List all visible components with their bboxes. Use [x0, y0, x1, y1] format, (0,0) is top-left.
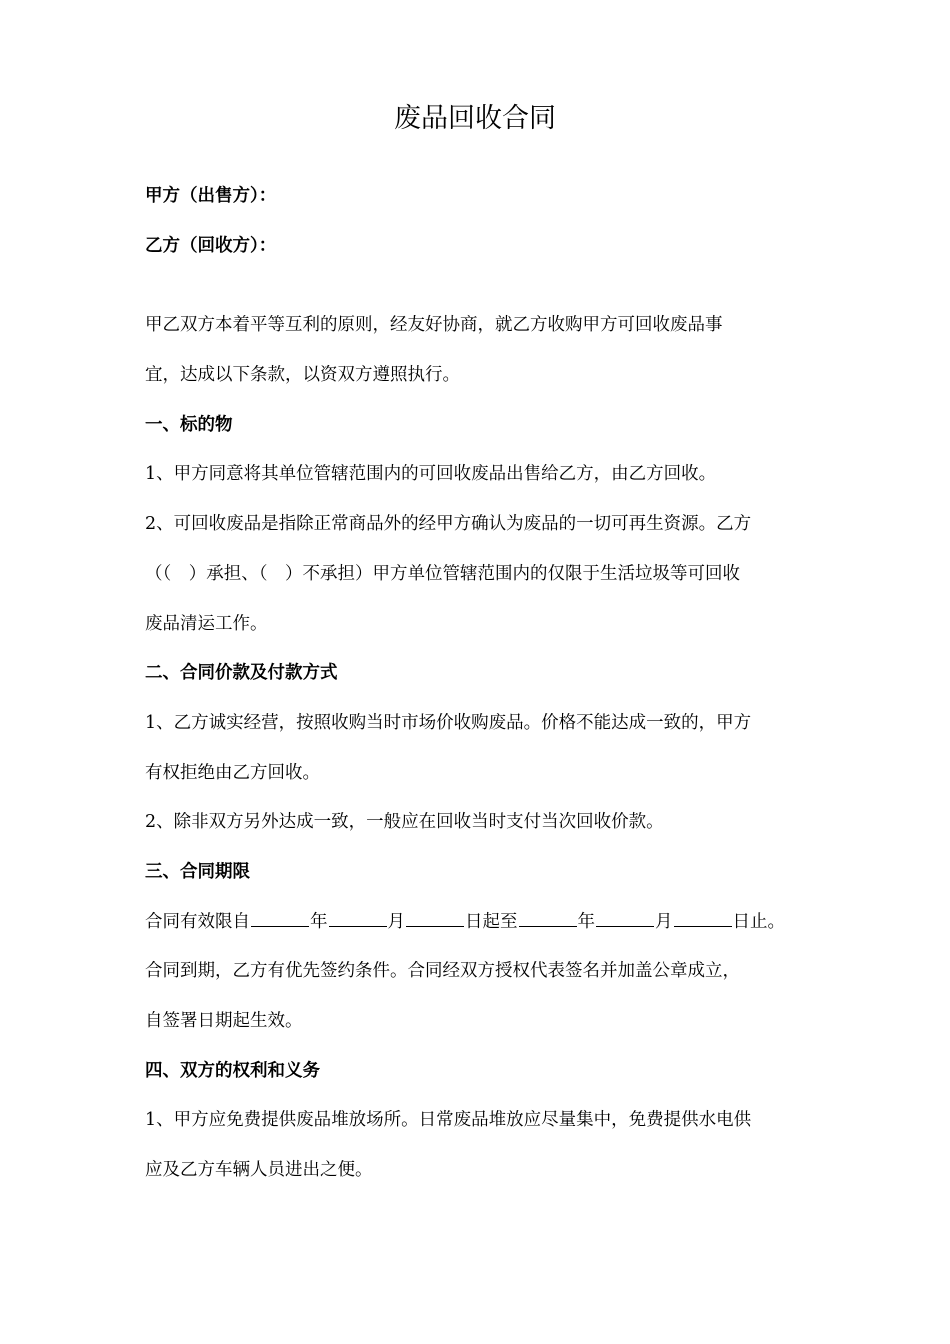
- section-3-line-3: 自签署日期起生效。: [145, 1011, 303, 1031]
- intro-line-1: 甲乙双方本着平等互利的原则，经友好协商，就乙方收购甲方可回收废品事: [145, 315, 723, 336]
- section-1-item-2-line-1: 2、可回收废品是指除正常商品外的经甲方确认为废品的一切可再生资源。乙方: [145, 514, 752, 535]
- section-1-item-1: 1、甲方同意将其单位管辖范围内的可回收废品出售给乙方，由乙方回收。: [145, 464, 717, 485]
- start-day-blank[interactable]: [406, 908, 464, 927]
- day-to-label: 日止。: [732, 911, 785, 932]
- section-4-item-1-line-2: 应及乙方车辆人员进出之便。: [145, 1160, 373, 1181]
- document-title: 废品回收合同: [394, 103, 556, 134]
- section-2-item-1-line-2: 有权拒绝由乙方回收。: [145, 762, 320, 783]
- party-b-label: 乙方（回收方）：: [145, 235, 277, 256]
- day-from-label: 日起至: [465, 911, 518, 932]
- section-1-heading: 一、标的物: [145, 414, 233, 435]
- end-year-blank[interactable]: [519, 908, 577, 927]
- section-2-heading: 二、合同价款及付款方式: [145, 663, 338, 684]
- intro-line-2: 宜，达成以下条款，以资双方遵照执行。: [145, 365, 460, 386]
- end-month-blank[interactable]: [596, 908, 654, 927]
- term-prefix: 合同有效限自: [145, 911, 250, 932]
- section-2-item-1-line-1: 1、乙方诚实经营，按照收购当时市场价收购废品。价格不能达成一致的，甲方: [145, 712, 752, 733]
- party-a-label: 甲方（出售方）：: [145, 186, 277, 206]
- section-2-item-2: 2、除非双方另外达成一致，一般应在回收当时支付当次回收价款。: [145, 812, 664, 833]
- section-4-heading: 四、双方的权利和义务: [145, 1060, 320, 1081]
- section-1-item-2-line-2: （（ ）承担、（ ）不承担）甲方单位管辖范围内的仅限于生活垃圾等可回收: [145, 563, 740, 584]
- end-day-blank[interactable]: [674, 908, 732, 927]
- year-label: 年: [310, 911, 328, 932]
- spacer: [145, 271, 807, 301]
- year-label: 年: [577, 911, 595, 932]
- start-month-blank[interactable]: [329, 908, 387, 927]
- section-1-item-2-line-3: 废品清运工作。: [145, 613, 268, 634]
- section-3-heading: 三、合同期限: [145, 861, 250, 882]
- contract-term-line: [145, 898, 807, 948]
- document-body: [145, 172, 807, 1196]
- section-3-line-2: 合同到期，乙方有优先签约条件。合同经双方授权代表签名并加盖公章成立，: [145, 961, 740, 982]
- section-4-item-1-line-1: 1、甲方应免费提供废品堆放场所。日常废品堆放应尽量集中，免费提供水电供: [145, 1110, 752, 1131]
- month-label: 月: [655, 911, 673, 932]
- month-label: 月: [387, 911, 405, 932]
- start-year-blank[interactable]: [251, 908, 309, 927]
